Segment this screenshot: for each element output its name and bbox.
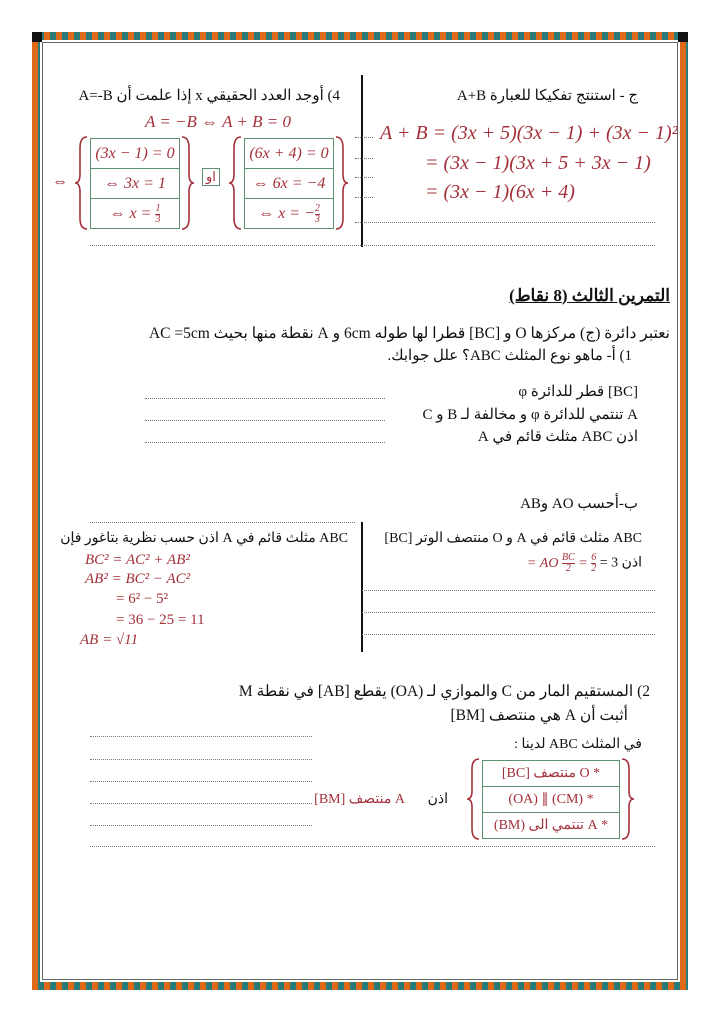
factor-line-1: A + B = (3x + 5)(3x − 1) + (3x − 1)² [380,122,678,144]
ans2-then: اذن [427,792,448,807]
ans2-intro: في المثلث ABC لدينا : [514,737,642,752]
ab-step: BC² = AC² + AB² [85,552,190,568]
column-divider [361,522,363,652]
corner-ornament [678,32,688,42]
or-box: او [202,168,220,186]
answer-dotted-line [90,736,312,737]
question-4: 4) أوجد العدد الحقيقي x إذا علمت أن A=-B [78,88,340,104]
answer-line: اذن ABC مثلث قائم في A [477,429,638,445]
sys1-row: ⇔ x = $\frac{1}{3}$ [109,202,161,225]
ab-step: AB² = BC² − AC² [85,571,191,587]
answer-dotted-line [90,846,655,847]
corner-ornament [32,32,42,42]
ab-step: = 6² − 5² [116,591,169,607]
sys-row: * (CM) ∥ (OA) [483,787,619,813]
answer-dotted-line [145,420,385,421]
ab-reason: ABC مثلث قائم في A اذن حسب نظرية بتاغور فإن [60,531,348,546]
right-brace [621,758,635,840]
sys1-row: ⇔ 3x = 1 [91,169,179,199]
answer-dotted-line [362,634,655,635]
question-2: 2) المستقيم المار من C والموازي لـ (OA) يقطع [AB] في نقطة M [238,683,650,700]
sys-row: * O منتصف [BC] [483,761,619,787]
right-brace [181,136,195,230]
ab-step: = 36 − 25 = 11 [116,612,205,628]
answer-dotted-line [90,781,312,782]
answer-line: [BC] قطر للدائرة φ [518,384,638,400]
factor-line-3: = (3x − 1)(6x + 4) [425,181,575,203]
answer-dotted-line [355,222,655,223]
question-1a: 1) أ- ماهو نوع المثلث ABC؟ علل جوابك. [387,348,632,364]
statement: نعتبر دائرة (ج) مركزها O و [BC] قطرا لها طوله 6cm و A نقطة منها بحيث AC =5cm [148,325,670,342]
answer-dotted-line [355,197,373,198]
ans2-system [482,760,620,839]
question-c: ج - استنتج تفكيكا للعبارة A+B [456,88,638,104]
equiv-symbol: ⇔ [52,173,68,190]
ao-reason: ABC مثلث قائم في A و O منتصف الوتر [BC] [384,531,642,546]
answer-dotted-line [362,612,655,613]
left-brace [466,758,480,840]
system-2 [244,138,334,229]
answer-dotted-line [90,759,312,760]
question-2-prove: أثبت أن A هي منتصف [BM] [450,707,628,724]
sys1-row: (3x − 1) = 0 [91,139,179,169]
answer-dotted-line [362,590,655,591]
left-brace [74,136,88,230]
sys2-row: ⇔ 6x = −4 [245,169,333,199]
answer-dotted-line [355,137,373,138]
answer-dotted-line [90,522,355,523]
answer-dotted-line [145,442,385,443]
sys2-row: (6x + 4) = 0 [245,139,333,169]
answer-dotted-line [90,245,655,246]
answer-line: A تنتمي للدائرة φ و مخالفة لـ B و C [422,407,638,423]
answer-dotted-line [355,177,373,178]
answer-dotted-line [90,825,312,826]
answer-dotted-line [145,398,385,399]
question-1b: ب-أحسب AO وAB [520,496,638,512]
right-brace [335,136,349,230]
factor-line-2: = (3x − 1)(3x + 5 + 3x − 1) [425,152,651,174]
ao-result: اذن 3 = $\frac{6}{2}$ = $\frac{BC}{2}$ AO = [526,552,642,574]
equivalence-line: A = −B ⇔ A + B = 0 [145,112,292,131]
answer-dotted-line [355,158,373,159]
left-brace [228,136,242,230]
answer-dotted-line [90,803,312,804]
system-1 [90,138,180,229]
ans2-conclusion: A منتصف [BM] [314,792,405,807]
sys2-row: ⇔ x = − $\frac{2}{3}$ [258,202,320,225]
ab-result: AB = √11 [80,632,139,648]
sys-row: * A تنتمي الى (BM) [493,818,609,833]
exercise-title: التمرين الثالث (8 نقاط) [509,286,670,305]
